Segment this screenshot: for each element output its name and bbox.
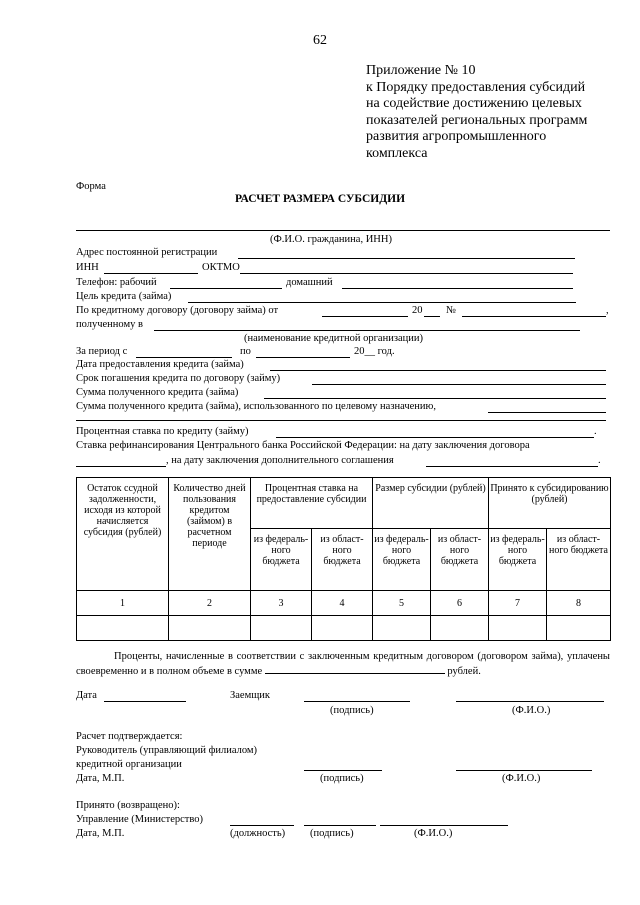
- header-interest-rate: Процентная ставка на предоставление субсидии: [251, 478, 373, 529]
- fio-line: [76, 230, 610, 232]
- comma: ,: [606, 305, 609, 316]
- phone-home-label: домашний: [286, 277, 333, 288]
- form-label: Форма: [76, 181, 106, 192]
- credit-date-label: Дата предоставления кредита (займа): [76, 359, 244, 370]
- page-number: 62: [313, 33, 327, 48]
- table-cell[interactable]: [431, 616, 489, 641]
- ministry-signature-field[interactable]: [304, 813, 376, 826]
- sum-used-field-line2[interactable]: [76, 414, 606, 421]
- refinancing-supplement-field[interactable]: [426, 454, 598, 467]
- table-cell[interactable]: [251, 616, 312, 641]
- column-number: 2: [169, 591, 251, 616]
- borrower-signature-caption: (подпись): [330, 705, 374, 716]
- credit-org-caption: (наименование кредитной организации): [244, 333, 423, 344]
- refinancing-contract-field[interactable]: [76, 454, 166, 467]
- header-size-federal: из федераль-ного бюджета: [373, 529, 431, 591]
- period-dot: .: [594, 426, 597, 437]
- received-in-label: полученному в: [76, 319, 143, 330]
- fio-caption: (Ф.И.О. гражданина, ИНН): [270, 234, 392, 245]
- contract-year-field[interactable]: [424, 304, 440, 317]
- header-subsidy-size: Размер субсидии (рублей): [373, 478, 489, 529]
- refinancing-line1: Ставка рефинансирования Центрального банка Российской Федерации: на дату заключения договора: [76, 440, 530, 451]
- borrower-date-label: Дата: [76, 690, 97, 701]
- period-from-label: За период с: [76, 346, 128, 357]
- document-title: РАСЧЕТ РАЗМЕРА СУБСИДИИ: [234, 193, 406, 205]
- table-cell[interactable]: [489, 616, 547, 641]
- oktmo-label: ОКТМО: [202, 262, 240, 273]
- ministry-position-field[interactable]: [230, 813, 294, 826]
- period-to-field[interactable]: [256, 345, 350, 358]
- refinancing-line2: , на дату заключения дополнительного соглашения: [166, 455, 394, 466]
- number-sign: №: [446, 305, 457, 316]
- bank-fio-caption: (Ф.И.О.): [502, 773, 541, 784]
- sum-used-label: Сумма полученного кредита (займа), использованного по целевому назначению,: [76, 401, 436, 412]
- phone-work-field[interactable]: [170, 276, 282, 289]
- header-rate-regional: из област-ного бюджета: [312, 529, 373, 591]
- sum-received-field[interactable]: [264, 386, 606, 399]
- credit-org-field[interactable]: [154, 318, 580, 331]
- interest-sum-field[interactable]: [265, 663, 445, 674]
- ministry-date-label: Дата, М.П.: [76, 828, 125, 839]
- credit-purpose-field[interactable]: [188, 290, 576, 303]
- contract-date-field[interactable]: [322, 304, 408, 317]
- column-number: 5: [373, 591, 431, 616]
- phone-work-label: Телефон: рабочий: [76, 277, 157, 288]
- bank-head-line2: кредитной организации: [76, 759, 182, 770]
- period-year: 20__ год.: [354, 346, 395, 357]
- column-number: 4: [312, 591, 373, 616]
- column-number: 8: [547, 591, 611, 616]
- header-days-count: Количество дней пользования кредитом (займом) в расчетном периоде: [169, 478, 251, 591]
- confirmed-label: Расчет подтверждается:: [76, 731, 183, 742]
- column-number: 6: [431, 591, 489, 616]
- header-size-regional: из област-ного бюджета: [431, 529, 489, 591]
- period-to-label: по: [240, 346, 251, 357]
- column-number: 7: [489, 591, 547, 616]
- contract-from-label: По кредитному договору (договору займа) от: [76, 305, 279, 316]
- ministry-position-caption: (должность): [230, 828, 286, 839]
- bank-signature-field[interactable]: [304, 758, 382, 771]
- header-accepted-regional: из област-ного бюджета: [547, 529, 611, 591]
- sum-used-field[interactable]: [488, 400, 606, 413]
- sum-received-label: Сумма полученного кредита (займа): [76, 387, 239, 398]
- table-cell[interactable]: [169, 616, 251, 641]
- credit-date-field[interactable]: [270, 358, 606, 371]
- contract-year-prefix: 20: [412, 305, 423, 316]
- interest-paid-paragraph: [76, 650, 610, 678]
- address-label: Адрес постоянной регистрации: [76, 247, 218, 258]
- ministry-signature-caption: (подпись): [310, 828, 354, 839]
- header-accepted-federal: из федераль-ного бюджета: [489, 529, 547, 591]
- borrower-fio-field[interactable]: [456, 689, 604, 702]
- credit-purpose-label: Цель кредита (займа): [76, 291, 172, 302]
- ministry-fio-caption: (Ф.И.О.): [414, 828, 453, 839]
- bank-fio-field[interactable]: [456, 758, 592, 771]
- ministry-label: Управление (Министерство): [76, 814, 204, 825]
- subsidy-calculation-table: [76, 477, 611, 641]
- table-cell[interactable]: [547, 616, 611, 641]
- accepted-label: Принято (возвращено):: [76, 800, 180, 811]
- appendix-header: Приложение № 10 к Порядку предоставления субсидий на содействие достижению целевых показателей региональных программ развития агропромышленного комплекса: [366, 63, 588, 161]
- header-accepted: Принято к субсидированию (рублей): [489, 478, 611, 529]
- inn-label: ИНН: [76, 262, 99, 273]
- borrower-fio-caption: (Ф.И.О.): [512, 705, 551, 716]
- borrower-date-field[interactable]: [104, 689, 186, 702]
- contract-number-field[interactable]: [462, 304, 606, 317]
- bank-signature-caption: (подпись): [320, 773, 364, 784]
- period-from-field[interactable]: [136, 345, 232, 358]
- bank-head-line1: Руководитель (управляющий филиалом): [76, 745, 258, 756]
- ministry-fio-field[interactable]: [380, 813, 508, 826]
- column-number: 3: [251, 591, 312, 616]
- borrower-label: Заемщик: [230, 690, 271, 701]
- bank-date-label: Дата, М.П.: [76, 773, 125, 784]
- interest-rate-label: Процентная ставка по кредиту (займу): [76, 426, 249, 437]
- repay-term-field[interactable]: [312, 372, 606, 385]
- phone-home-field[interactable]: [342, 276, 573, 289]
- table-cell[interactable]: [373, 616, 431, 641]
- oktmo-field[interactable]: [240, 261, 573, 274]
- header-loan-balance: Остаток ссудной задолженности, исходя из которой начисляется субсидия (рублей): [77, 478, 169, 591]
- table-cell[interactable]: [312, 616, 373, 641]
- borrower-signature-field[interactable]: [304, 689, 410, 702]
- rubles-label: рублей.: [447, 666, 481, 677]
- table-cell[interactable]: [77, 616, 169, 641]
- period-dot-2: .: [598, 455, 601, 466]
- repay-term-label: Срок погашения кредита по договору (займу): [76, 373, 281, 384]
- address-field[interactable]: [238, 246, 575, 259]
- interest-paid-text: Проценты, начисленные в соответствии с заключенным кредитным договором (договором займа), уплачены своевременно и в полном объеме в сумме: [76, 651, 610, 677]
- interest-rate-field[interactable]: [276, 425, 594, 438]
- column-number: 1: [77, 591, 169, 616]
- header-rate-federal: из федераль-ного бюджета: [251, 529, 312, 591]
- inn-field[interactable]: [104, 261, 198, 274]
